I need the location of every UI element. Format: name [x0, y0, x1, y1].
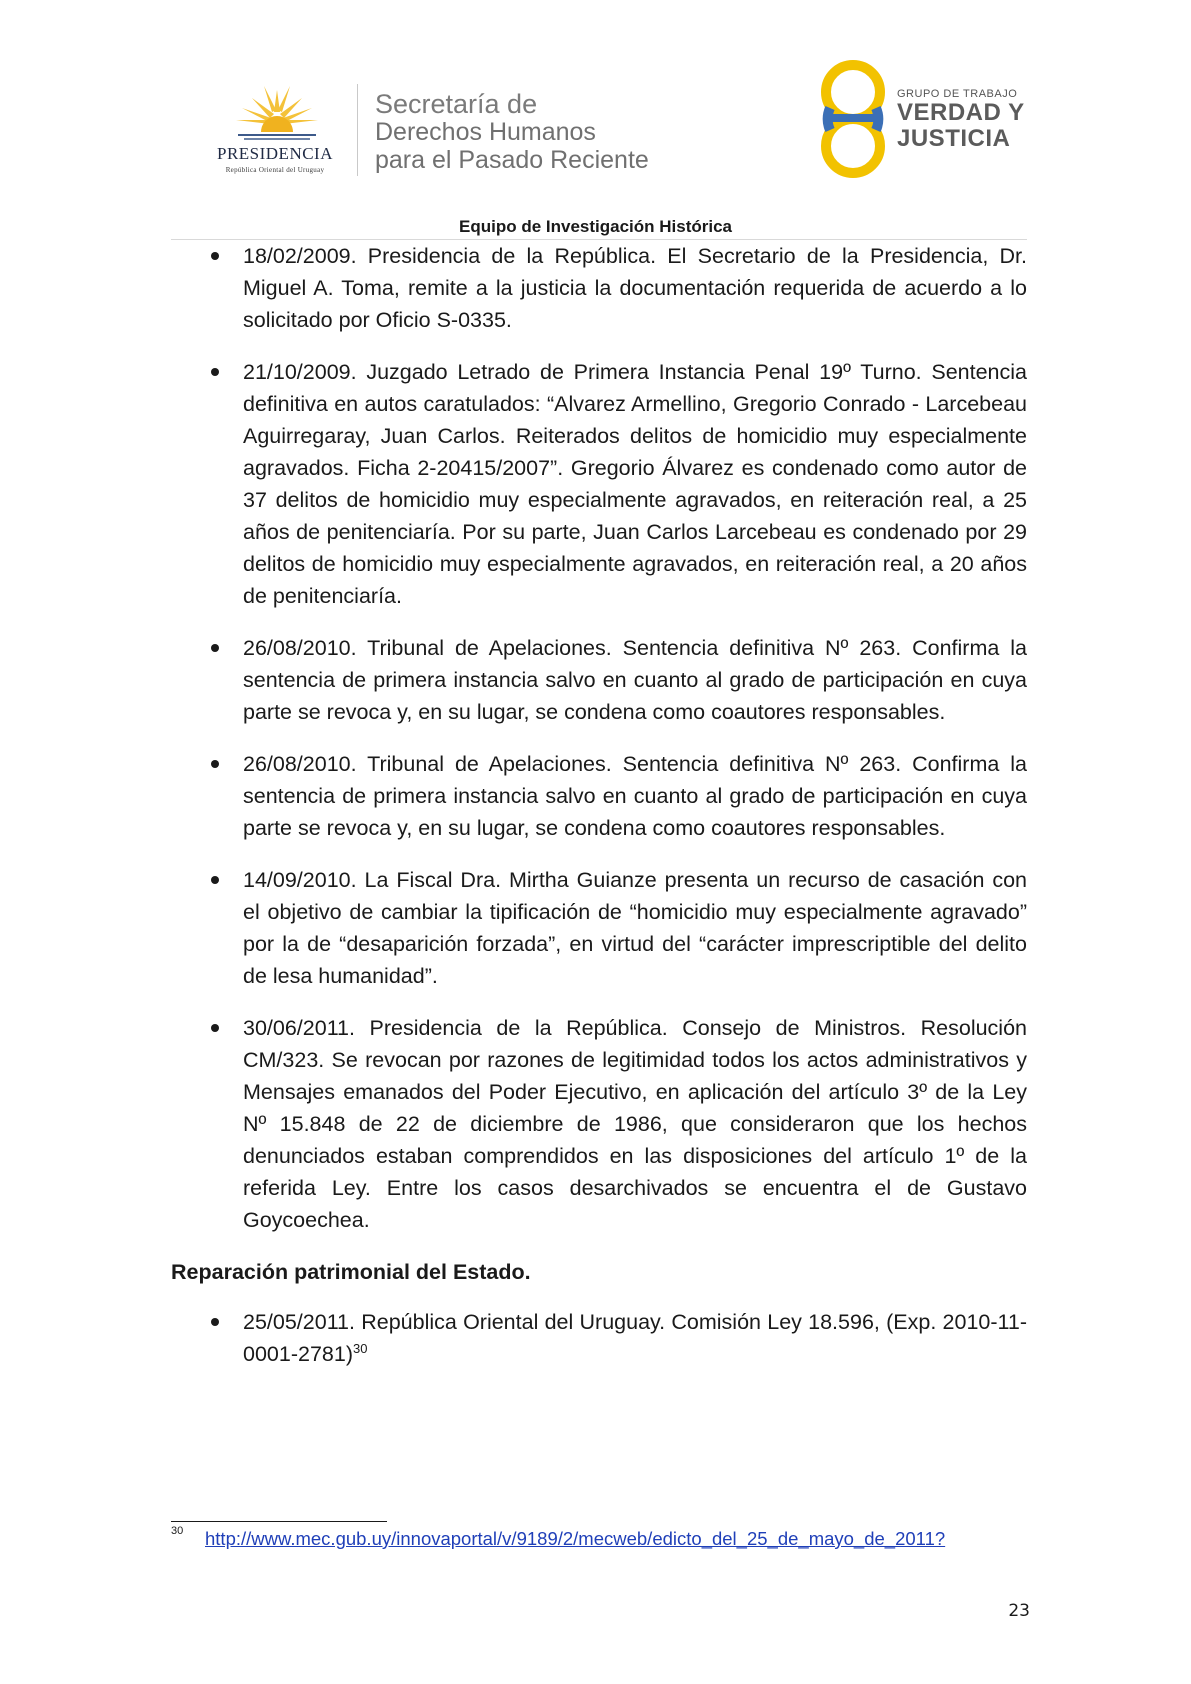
list-item	[171, 864, 1027, 992]
secretaria-line-1: Secretaría de	[375, 89, 538, 119]
list-item	[171, 1306, 1027, 1370]
bullet-icon	[211, 644, 219, 652]
list-item	[171, 748, 1027, 844]
event-text: 18/02/2009. Presidencia de la República. El Secretario de la Presidencia, Dr. Miguel A. Toma, remite a la justicia la documentación requerida de acuerdo a lo solicitado por Oficio S-0335.	[243, 244, 1027, 332]
secretaria-line-3: para el Pasado Reciente	[375, 146, 649, 174]
event-text: 14/09/2010. La Fiscal Dra. Mirtha Guianze presenta un recurso de casación con el objetivo de cambiar la tipificación de “homicidio muy especialmente agravado” por la de “desaparición forzada”, en virtud del “carácter imprescriptible del delito de lesa humanidad”.	[243, 868, 1027, 988]
section-heading: Reparación patrimonial del Estado.	[171, 1260, 531, 1284]
event-text: 30/06/2011. Presidencia de la República. Consejo de Ministros. Resolución CM/323. Se revocan por razones de legitimidad todos los actos administrativos y Mensajes emanados del Poder Ejecutivo, en aplicación del artículo 3º de la Ley Nº 15.848 de 22 de diciembre de 1986, que consideraron que los hechos denunciados estaban comprendidos en las disposiciones del artículo 1º de la referida Ley. Entre los casos desarchivados se encuentra el de Gustavo Goycoechea.	[243, 1016, 1027, 1232]
list-item	[171, 240, 1027, 336]
page-header	[0, 0, 1191, 200]
page-body	[171, 240, 1027, 1390]
bullet-icon	[211, 252, 219, 260]
event-text: 21/10/2009. Juzgado Letrado de Primera Instancia Penal 19º Turno. Sentencia definitiva en autos caratulados: “Alvarez Armellino, Gregorio Conrado - Larcebeau Aguirregaray, Juan Carlos. Reiterados delitos de homicidio muy especialmente agravados. Ficha 2-20415/2007”. Gregorio Álvarez es condenado como autor de 37 delitos de homicidio muy especialmente agravados, en reiteración real, a 25 años de penitenciaría. Por su parte, Juan Carlos Larcebeau es condenado por 29 delitos de homicidio muy especialmente agravados, en reiteración real, a 20 años de penitenciaría.	[243, 360, 1027, 608]
bullet-icon	[211, 368, 219, 376]
event-text: 26/08/2010. Tribunal de Apelaciones. Sentencia definitiva Nº 263. Confirma la sentencia de primera instancia salvo en cuanto al grado de participación en cuya parte se revoca y, en su lugar, se condena como coautores responsables.	[243, 636, 1027, 724]
grupo-line-1: GRUPO DE TRABAJO	[897, 88, 1018, 100]
event-text: 26/08/2010. Tribunal de Apelaciones. Sentencia definitiva Nº 263. Confirma la sentencia de primera instancia salvo en cuanto al grado de participación en cuya parte se revoca y, en su lugar, se condena como coautores responsables.	[243, 752, 1027, 840]
presidencia-name: PRESIDENCIA	[216, 144, 333, 163]
secretaria-line-2: Derechos Humanos	[375, 118, 596, 146]
event-text	[243, 1306, 1027, 1370]
event-list	[171, 240, 1027, 1236]
page-number: 23	[1008, 1601, 1030, 1621]
section-list	[171, 1306, 1027, 1370]
list-item	[171, 1012, 1027, 1236]
list-item	[171, 632, 1027, 728]
bullet-icon	[211, 760, 219, 768]
bullet-icon	[211, 1024, 219, 1032]
team-title: Equipo de Investigación Histórica	[459, 217, 732, 236]
list-item	[171, 356, 1027, 612]
grupo-line-3: JUSTICIA	[897, 125, 1011, 152]
grupo-trabajo-text	[897, 88, 1025, 152]
footnote-reference[interactable]: 30	[352, 1340, 368, 1356]
bullet-icon	[211, 876, 219, 884]
section-item-text: 25/05/2011. República Oriental del Uruguay. Comisión Ley 18.596, (Exp. 2010-11-0001-2781)	[243, 1310, 1027, 1366]
footnote-rule	[171, 1521, 387, 1522]
secretaria-title	[375, 90, 649, 174]
grupo-line-2: VERDAD Y	[897, 99, 1025, 126]
header-divider	[357, 84, 358, 176]
sun-emblem-icon	[234, 80, 320, 142]
bullet-icon	[211, 1318, 219, 1326]
footnote-link[interactable]: http://www.mec.gub.uy/innovaportal/v/9189/2/mecweb/edicto_del_25_de_mayo_de_2011?	[205, 1528, 946, 1549]
footnote-number: 30	[171, 1525, 184, 1537]
verdad-justicia-logo-icon	[818, 58, 888, 180]
presidencia-subtitle: República Oriental del Uruguay	[225, 166, 325, 174]
presidencia-logo	[196, 80, 354, 180]
